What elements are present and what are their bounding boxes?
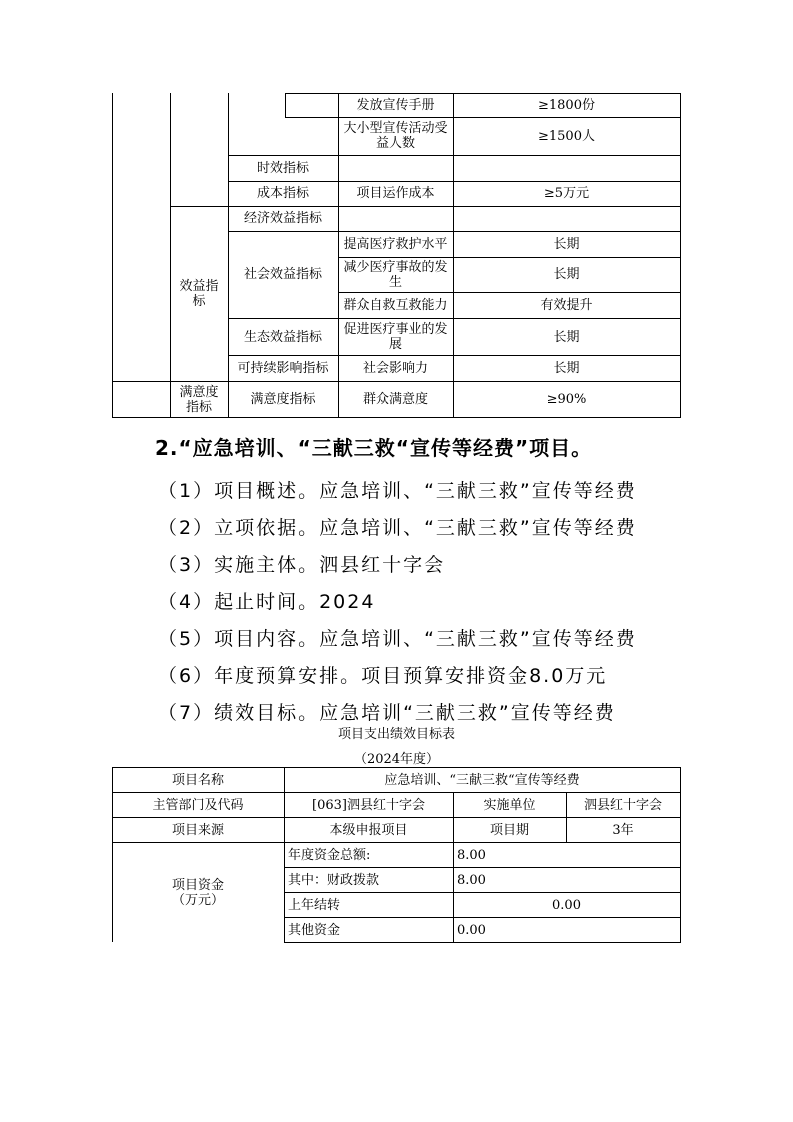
table-cell: 本级申报项目 (329, 823, 408, 838)
paragraph: （1）项目概述。应急培训、“三献三救”宣传等经费 (158, 480, 637, 502)
table-cell: 群众满意度 (362, 392, 428, 407)
table-cell: ≥90% (546, 392, 587, 407)
paragraph: （7）绩效目标。应急培训“三献三救”宣传等经费 (158, 702, 616, 724)
table-cell: 标 (192, 294, 206, 309)
table-cell: 项目名称 (171, 773, 224, 788)
table-border (284, 867, 681, 868)
paragraph: （4）起止时间。2024 (158, 591, 376, 613)
table-border (680, 767, 681, 943)
table-cell: 项目期 (489, 823, 529, 838)
table-cell: 年度资金总额: (288, 848, 371, 863)
table-cell: 3年 (612, 823, 634, 838)
table-cell: 社会影响力 (362, 361, 428, 376)
table-cell: 提高医疗救护水平 (343, 237, 448, 252)
table-cell: ≥1500人 (538, 129, 595, 144)
table-cell: 社会效益指标 (243, 267, 322, 282)
table-border (284, 892, 681, 893)
table-border (285, 93, 286, 117)
table-cell: 有效提升 (540, 298, 593, 313)
table-cell: 经济效益指标 (243, 211, 322, 226)
paragraph: （6）年度预算安排。项目预算安排资金8.0万元 (158, 665, 608, 687)
table-cell: 生 (388, 275, 402, 290)
table-border (112, 792, 681, 793)
table-border (285, 93, 681, 94)
table-cell: 生态效益指标 (243, 330, 322, 345)
table-border (284, 767, 285, 943)
table-border (112, 767, 681, 768)
table-cell: 8.00 (457, 873, 486, 888)
table-border (112, 417, 681, 418)
section-heading: 2.“应急培训、“三献三救“宣传等经费”项目。 (155, 436, 593, 460)
paragraph: （3）实施主体。泗县红十字会 (158, 554, 446, 576)
table-cell: 实施单位 (483, 798, 536, 813)
table-cell: ≥1800份 (538, 98, 595, 113)
table-border (284, 942, 681, 943)
table-cell: 应急培训、“三献三救“宣传等经费 (384, 773, 580, 788)
table-cell: 大小型宣传活动受 (343, 121, 448, 136)
table-border (338, 257, 681, 258)
table-border (228, 355, 681, 356)
table-cell: 项目来源 (171, 823, 224, 838)
table-cell: 指标 (185, 400, 212, 415)
table-cell: 其中：财政拨款 (288, 873, 380, 888)
table-border (228, 318, 681, 319)
table-border (112, 93, 113, 417)
table-cell: 满意度 (179, 385, 219, 400)
table-cell: 效益指 (179, 279, 219, 294)
table-border (112, 767, 113, 942)
table-cell: 0.00 (552, 898, 581, 913)
table-cell: 项目运作成本 (356, 186, 435, 201)
table-cell: 成本指标 (256, 186, 309, 201)
table-border (112, 817, 681, 818)
table-cell: 时效指标 (256, 161, 309, 176)
table-cell: 长期 (553, 267, 580, 282)
table-cell: 减少医疗事故的发 (343, 260, 448, 275)
table-border (170, 206, 681, 207)
table-cell: 长期 (553, 237, 580, 252)
paragraph: （2）立项依据。应急培训、“三献三救”宣传等经费 (158, 517, 637, 539)
table-cell: 泗县红十字会 (583, 798, 662, 813)
table-cell: 长期 (553, 330, 580, 345)
table-cell: 群众自救互救能力 (343, 298, 448, 313)
table-border (338, 292, 681, 293)
table-cell: 主管部门及代码 (152, 798, 244, 813)
table-cell: 展 (388, 337, 402, 352)
table-border (112, 842, 681, 843)
table-border (228, 155, 681, 156)
table-cell: 促进医疗事业的发 (343, 322, 448, 337)
table-border (228, 181, 681, 182)
table-cell: ≥5万元 (543, 186, 590, 201)
paragraph: （5）项目内容。应急培训、“三献三救”宣传等经费 (158, 628, 637, 650)
table-border (228, 231, 681, 232)
table-cell: 满意度指标 (250, 392, 316, 407)
table-border (453, 792, 454, 943)
table-border (285, 117, 681, 118)
table-cell: 可持续影响指标 (237, 361, 329, 376)
table-cell: [063]泗县红十字会 (312, 798, 425, 813)
table-cell: 长期 (553, 361, 580, 376)
table-cell: （万元） (171, 893, 224, 908)
table-cell: 其他资金 (288, 923, 341, 938)
table-border (112, 381, 681, 382)
table-subtitle: （2024年度） (353, 752, 440, 767)
table-cell: 0.00 (457, 923, 486, 938)
table-border (284, 917, 681, 918)
table-cell: 项目资金 (171, 878, 224, 893)
table-border (680, 93, 681, 417)
table-cell: 上年结转 (288, 898, 341, 913)
table-title: 项目支出绩效目标表 (337, 727, 455, 742)
table-cell: 益人数 (375, 136, 415, 151)
table-cell: 8.00 (457, 848, 486, 863)
table-border (170, 93, 171, 417)
table-cell: 发放宣传手册 (356, 98, 435, 113)
